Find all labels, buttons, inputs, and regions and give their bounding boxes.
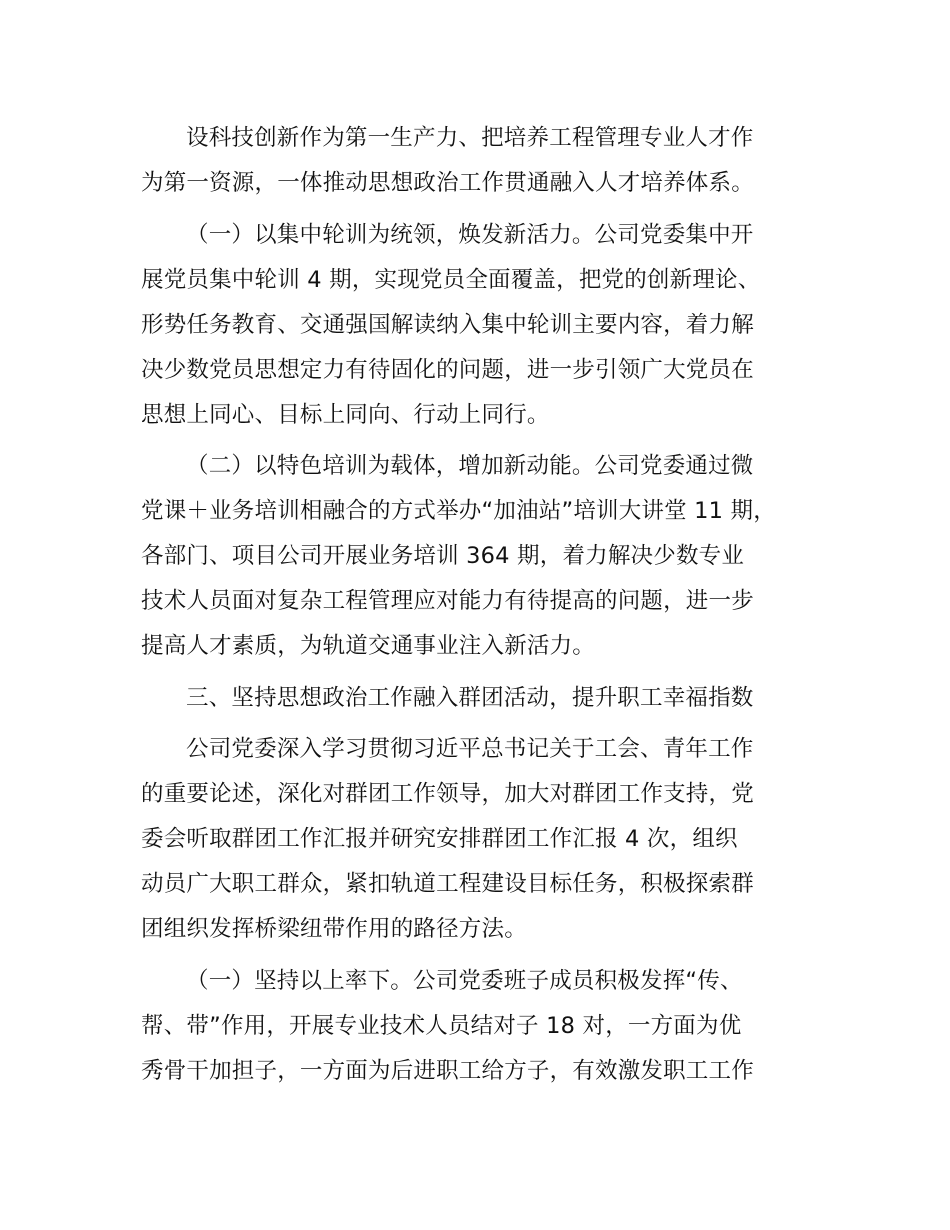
text-line: 秀骨干加担子，一方面为后进职工给方子，有效激发职工工作 bbox=[141, 1057, 754, 1084]
text-line: （一）以集中轮训为统领，焕发新活力。公司党委集中开 bbox=[186, 221, 754, 248]
text-line: 各部门、项目公司开展业务培训 364 期，着力解决少数专业 bbox=[141, 543, 745, 569]
text-line: 公司党委深入学习贯彻习近平总书记关于工会、青年工作 bbox=[186, 736, 754, 762]
text-line: 提高人才素质，为轨道交通事业注入新活力。 bbox=[141, 633, 596, 659]
text-line: 党课＋业务培训相融合的方式举办“加油站”培训大讲堂 11 期， bbox=[141, 498, 776, 524]
paragraph-lead-by-example bbox=[141, 959, 821, 1094]
text-line: 动员广大职工群众，紧扣轨道工程建设目标任务，积极探索群 bbox=[141, 871, 754, 897]
paragraph-mass-organizations bbox=[141, 727, 821, 952]
section-heading: 三、坚持思想政治工作融入群团活动，提升职工幸福指数 bbox=[186, 684, 754, 711]
text-line: 决少数党员思想定力有待固化的问题，进一步引领广大党员在 bbox=[141, 356, 754, 383]
text-line: 团组织发挥桥梁纽带作用的路径方法。 bbox=[141, 916, 527, 942]
paragraph-centralized-training bbox=[141, 213, 821, 438]
text-line: 的重要论述，深化对群团工作领导，加大对群团工作支持，党 bbox=[141, 781, 754, 807]
text-line: 思想上同心、目标上同向、行动上同行。 bbox=[141, 401, 550, 428]
text-line: 委会听取群团工作汇报并研究安排群团工作汇报 4 次，组织 bbox=[141, 826, 738, 852]
text-line: 为第一资源，一体推动思想政治工作贯通融入人才培养体系。 bbox=[141, 170, 754, 196]
text-line: 展党员集中轮训 4 期，实现党员全面覆盖，把党的创新理论、 bbox=[141, 266, 761, 293]
text-line: 技术人员面对复杂工程管理应对能力有待提高的问题，进一步 bbox=[141, 588, 754, 614]
document-body bbox=[141, 116, 821, 1100]
text-line: 形势任务教育、交通强国解读纳入集中轮训主要内容，着力解 bbox=[141, 311, 754, 338]
paragraph-talent-intro bbox=[141, 116, 821, 206]
text-line: 设科技创新作为第一生产力、把培养工程管理专业人才作 bbox=[186, 125, 754, 151]
text-line: （二）以特色培训为载体，增加新动能。公司党委通过微 bbox=[186, 453, 754, 479]
text-line: 帮、带”作用，开展专业技术人员结对子 18 对，一方面为优 bbox=[141, 1012, 742, 1039]
section-heading-three bbox=[141, 676, 821, 721]
paragraph-special-training bbox=[141, 444, 821, 669]
text-line: （一）坚持以上率下。公司党委班子成员积极发挥“传、 bbox=[186, 967, 743, 994]
